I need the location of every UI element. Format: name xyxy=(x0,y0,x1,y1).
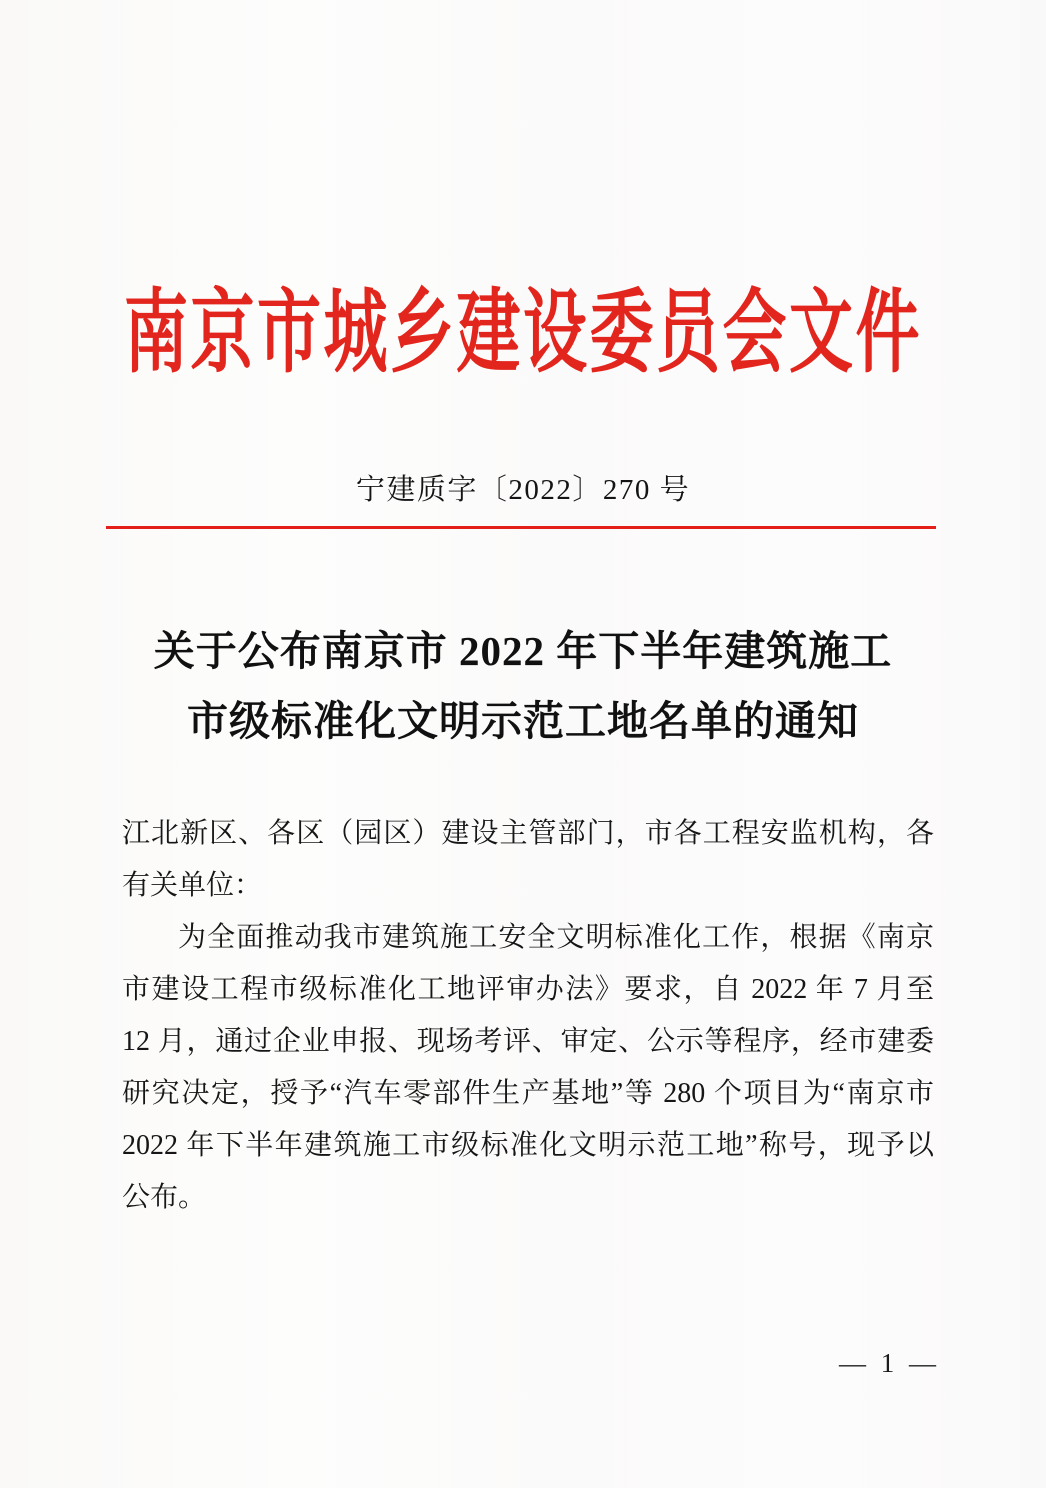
notice-title xyxy=(0,616,1046,756)
page-number: — 1 — xyxy=(839,1348,940,1378)
salutation-line: 江北新区、各区（园区）建设主管部门，市各工程安监机构，各 xyxy=(122,818,934,849)
body-paragraph-line: 市建设工程市级标准化工地评审办法》要求，自 2022 年 7 月至 xyxy=(122,974,934,1005)
body-paragraph-line: 为全面推动我市建筑施工安全文明标准化工作，根据《南京 xyxy=(178,922,934,953)
notice-title-line-1: 关于公布南京市 2022 年下半年建筑施工 xyxy=(153,628,893,674)
document-reference-number: 宁建质字〔2022〕270 号 xyxy=(355,474,691,506)
red-separator-rule xyxy=(106,526,936,529)
issuing-authority-header: 南京市城乡建设委员会文件 xyxy=(124,282,922,384)
body-paragraph-line: 研究决定，授予“汽车零部件生产基地”等 280 个项目为“南京市 xyxy=(122,1078,934,1109)
notice-title-line-2: 市级标准化文明示范工地名单的通知 xyxy=(187,698,859,744)
notice-body xyxy=(122,808,934,1224)
body-paragraph-line: 12 月，通过企业申报、现场考评、审定、公示等程序，经市建委 xyxy=(122,1026,934,1057)
body-paragraph-line: 2022 年下半年建筑施工市级标准化文明示范工地”称号，现予以 xyxy=(122,1130,934,1161)
salutation-line: 有关单位： xyxy=(122,870,263,901)
body-paragraph-line: 公布。 xyxy=(122,1182,207,1213)
